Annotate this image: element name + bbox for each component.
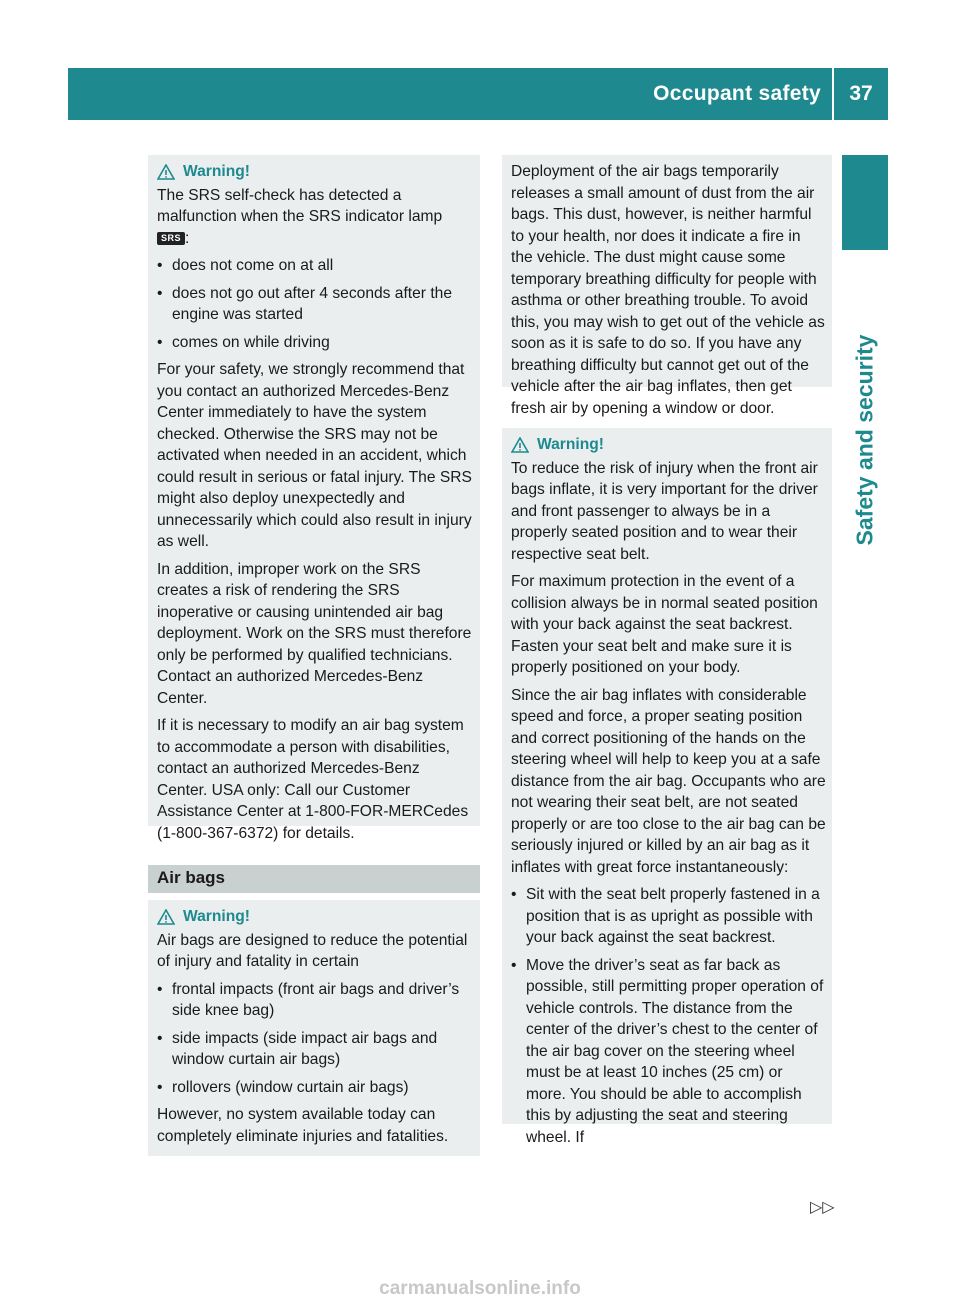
srs-intro (157, 185, 474, 250)
page-number: 37 (849, 82, 873, 105)
list-item: • frontal impacts (front air bags and driver’s side knee bag) (157, 979, 474, 1022)
srs-warning-box (148, 155, 480, 842)
warning-triangle-icon (511, 437, 529, 453)
warning-heading (157, 906, 474, 928)
chapter-label: Safety and security (851, 334, 878, 546)
warning-triangle-icon (157, 164, 175, 180)
watermark: carmanualsonline.info (379, 1278, 581, 1299)
paragraph: If it is necessary to modify an air bag system to accommodate a person with disabilities, contact an authorized Mercedes-Benz Center. USA only: Call our Customer Assistance Center at 1-800-FOR-MERCedes (1-800-367-6372) for details. (157, 717, 469, 842)
chapter-tab (842, 155, 888, 250)
air-bags-warning-box (148, 900, 480, 1156)
bullet-text: side impacts (side impact air bags and window curtain air bags) (172, 1029, 438, 1068)
warning-heading (511, 434, 826, 456)
paragraph: For your safety, we strongly recommend that you contact an authorized Mercedes-Benz Center immediately to have the system checked. Otherwise the SRS may not be activated when needed in an accident, which could result in serious or fatal injury. The SRS might also deploy unexpectedly and unnecessarily which could also result in injury as well. (157, 361, 472, 550)
bullet-text: Move the driver’s seat as far back as possible, still permitting proper operation of vehicle controls. The distance from the center of the driver’s chest to the center of the air bag cover on the steering wheel must be at least 10 inches (25 cm) or more. You should be able to accomplish this by adjusting the seat and steering wheel. If (526, 956, 824, 1146)
list-item: • does not come on at all (157, 255, 474, 277)
warning-label: Warning! (183, 908, 250, 925)
srs-indicator-icon: SRS (157, 232, 185, 245)
warning-triangle-icon (157, 909, 175, 925)
section-title: Occupant safety (653, 82, 821, 105)
warning-label: Warning! (183, 163, 250, 180)
list-item: • Move the driver’s seat as far back as possible, still permitting proper operation of vehicle controls. The distance from the center of the driver’s chest to the center of the air bag cover on the steering wheel must be at least 10 inches (25 cm) or more. You should be able to accomplish this by adjusting the seat and steering wheel. If (511, 955, 826, 1149)
srs-intro-text: The SRS self-check has detected a malfunction when the SRS indicator lamp (157, 186, 443, 225)
paragraph: To reduce the risk of injury when the front air bags inflate, it is very important for the driver and front passenger to always be in a properly seated position and to wear their respective seat belt. (511, 459, 818, 563)
paragraph: Since the air bag inflates with considerable speed and force, a proper seating position and correct positioning of the hands on the steering wheel will help to keep you at a safe distance from the air bag. Occupants who are not wearing their seat belt, are not seated properly or are too close to the air bag can be seriously injured or killed by an air bag as it inflates with great force instantaneously: (511, 686, 826, 876)
bullet-text: does not come on at all (172, 257, 334, 274)
bullet-text: comes on while driving (172, 333, 330, 351)
section-heading-air-bags: Air bags (148, 865, 480, 893)
page-header (68, 68, 888, 120)
list-item: • Sit with the seat belt properly fastened in a position that is as upright as possible with your back against the seat backrest. (511, 884, 826, 949)
warning-label: Warning! (537, 436, 604, 453)
bullet-text: frontal impacts (front air bags and driver’s side knee bag) (172, 980, 460, 1019)
dust-info-box (502, 155, 832, 417)
paragraph: In addition, improper work on the SRS creates a risk of rendering the SRS inoperative or causing unintended air bag deployment. Work on the SRS must therefore only be performed by qualified technicians. Contact an authorized Mercedes-Benz Center. (157, 560, 472, 707)
srs-intro-colon: : (185, 229, 190, 247)
list-item: • side impacts (side impact air bags and window curtain air bags) (157, 1028, 474, 1071)
bullet-text: rollovers (window curtain air bags) (172, 1078, 409, 1096)
paragraph: For maximum protection in the event of a collision always be in normal seated position with your back against the seat backrest. Fasten your seat belt and make sure it is properly positioned on your body. (511, 573, 818, 676)
bullet-text: Sit with the seat belt properly fastened in a position that is as upright as possible with your back against the seat backrest. (526, 886, 820, 946)
list-item: • comes on while driving (157, 332, 474, 354)
list-item: • does not go out after 4 seconds after the engine was started (157, 283, 474, 326)
paragraph: However, no system available today can completely eliminate injuries and fatalities. (157, 1106, 449, 1145)
front-airbag-warning-box (502, 428, 832, 1146)
paragraph: Air bags are designed to reduce the potential of injury and fatality in certain (157, 931, 468, 970)
paragraph: Deployment of the air bags temporarily releases a small amount of dust from the air bags. This dust, however, is neither harmful to your health, nor does it indicate a fire in the vehicle. The dust might cause some temporary breathing difficulty for people with asthma or other breathing trouble. To avoid this, you may wish to get out of the vehicle as soon as it is safe to do so. If you have any breathing difficulty but cannot get out of the vehicle after the air bag inflates, then get fresh air by opening a window or door. (511, 163, 825, 417)
warning-heading (157, 161, 474, 183)
bullet-text: does not go out after 4 seconds after the engine was started (172, 284, 453, 323)
list-item: • rollovers (window curtain air bags) (157, 1077, 474, 1099)
continue-arrow-icon: ▷▷ (810, 1199, 835, 1216)
